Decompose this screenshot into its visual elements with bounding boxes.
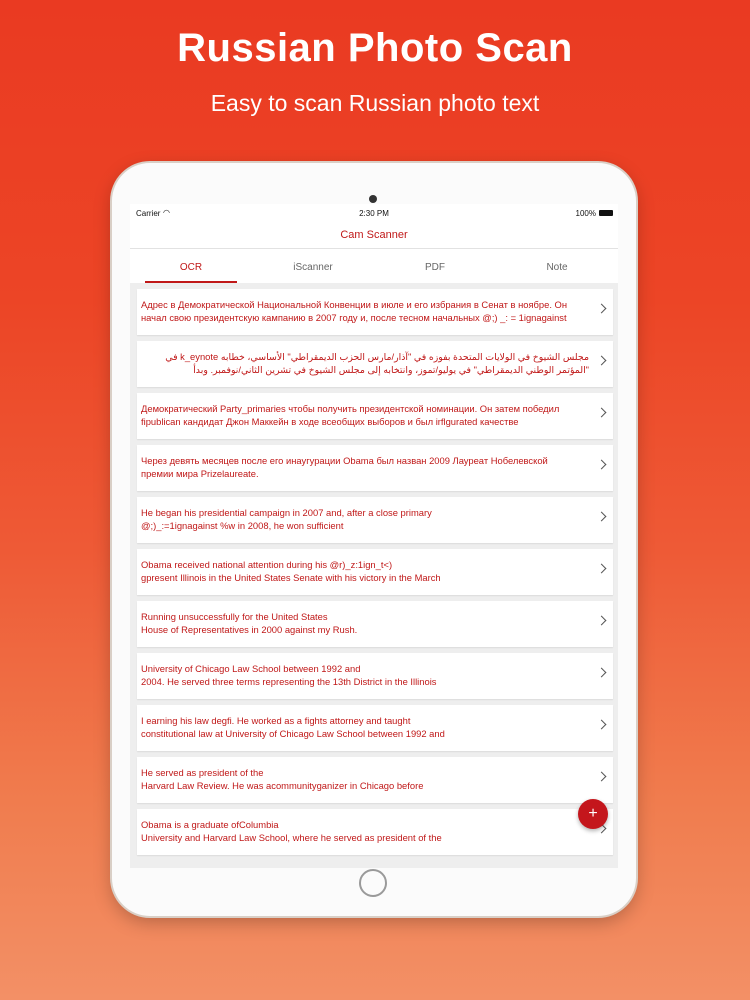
- chevron-right-icon: [597, 668, 607, 678]
- tablet-frame: [112, 163, 636, 916]
- item-line: начал свою президентскую кампанию в 2007 году и, после тесном начальных @;) _: = 1ignagainst: [141, 312, 567, 323]
- list-item[interactable]: [137, 289, 613, 335]
- item-line: Obama is a graduate ofColumbia: [141, 819, 279, 830]
- nav-bar: [130, 222, 618, 249]
- item-line: مجلس الشيوخ في الولايات المتحدة بفوزه في "آذار/مارس الحزب الديمقراطي" الأساسي، خطابه k_eynote في: [165, 351, 589, 362]
- item-line: Running unsuccessfully for the United States: [141, 611, 328, 622]
- chevron-right-icon: [597, 772, 607, 782]
- chevron-right-icon: [597, 720, 607, 730]
- chevron-right-icon: [597, 356, 607, 366]
- list-item[interactable]: [137, 445, 613, 491]
- plus-icon: +: [588, 805, 598, 822]
- chevron-right-icon: [597, 408, 607, 418]
- list-item[interactable]: [137, 705, 613, 751]
- item-line: Через девять месяцев после его инаугурации Obama был назван 2009 Лауреат Нобелевской: [141, 455, 548, 466]
- app-screen: [130, 204, 618, 868]
- chevron-right-icon: [597, 512, 607, 522]
- item-line: House of Representatives in 2000 against my Rush.: [141, 624, 358, 635]
- battery-icon: [599, 210, 613, 216]
- tab-iscanner[interactable]: iScanner: [293, 262, 333, 273]
- chevron-right-icon: [597, 616, 607, 626]
- chevron-right-icon: [597, 460, 607, 470]
- list-item[interactable]: [137, 809, 613, 855]
- item-line: gpresent Illinois in the United States Senate with his victory in the March: [141, 572, 441, 583]
- wifi-icon: ◠: [163, 208, 170, 217]
- item-line: He served as president of the: [141, 767, 264, 778]
- status-time: 2:30 PM: [359, 209, 389, 218]
- item-line: Harvard Law Review. He was acommunityganizer in Chicago before: [141, 780, 424, 791]
- item-line: Obama received national attention during his @r)_z:1ign_t<): [141, 559, 393, 570]
- promo-subtitle: Easy to scan Russian photo text: [210, 90, 540, 116]
- tab-bar: [130, 249, 618, 283]
- list-item[interactable]: [137, 653, 613, 699]
- status-bar: [130, 204, 618, 222]
- list-item[interactable]: [137, 341, 613, 387]
- camera-icon: [369, 195, 377, 203]
- promo-title: Russian Photo Scan: [177, 26, 573, 70]
- item-line: "المؤتمر الوطني الديمقراطي" في يوليو/تموز، وانتخابه إلى مجلس الشيوخ في تشرين الثاني/نوفمبر. وبدأ: [193, 364, 589, 375]
- scan-list: [137, 289, 613, 864]
- item-line: Демократический Party_primaries чтобы получить президентской номинации. Он затем победил: [141, 403, 560, 414]
- chevron-right-icon: [597, 304, 607, 314]
- item-line: University and Harvard Law School, where he served as president of the: [141, 832, 442, 843]
- item-line: fipublican кандидат Джон Маккейн в ходе всеобщих выборов и был irflgurated качестве: [141, 416, 519, 427]
- list-item[interactable]: [137, 549, 613, 595]
- list-item[interactable]: [137, 757, 613, 803]
- item-line: He began his presidential campaign in 2007 and, after a close primary: [141, 507, 432, 518]
- item-line: constitutional law at University of Chicago Law School between 1992 and: [141, 728, 445, 739]
- item-line: Адрес в Демократической Национальной Конвенции в июле и его избрания в Сенат в ноябре. Он: [141, 299, 568, 310]
- tab-note[interactable]: Note: [546, 262, 568, 273]
- item-line: @;)_:=1ignagainst %w in 2008, he won sufficient: [141, 520, 344, 531]
- tab-ocr[interactable]: OCR: [130, 249, 252, 283]
- list-item[interactable]: [137, 601, 613, 647]
- item-line: премии мира Prizelaureate.: [141, 468, 259, 479]
- home-button[interactable]: [359, 869, 387, 897]
- add-button[interactable]: [578, 799, 608, 829]
- list-item[interactable]: [137, 497, 613, 543]
- item-line: I earning his law degfi. He worked as a fights attorney and taught: [141, 715, 411, 726]
- nav-title: Cam Scanner: [340, 229, 408, 241]
- item-line: 2004. He served three terms representing the 13th District in the Illinois: [141, 676, 437, 687]
- list-item[interactable]: [137, 393, 613, 439]
- carrier-label: Carrier: [136, 209, 161, 218]
- chevron-right-icon: [597, 564, 607, 574]
- item-line: University of Chicago Law School between 1992 and: [141, 663, 361, 674]
- tab-pdf[interactable]: PDF: [425, 262, 445, 273]
- battery-percent: 100%: [575, 209, 596, 218]
